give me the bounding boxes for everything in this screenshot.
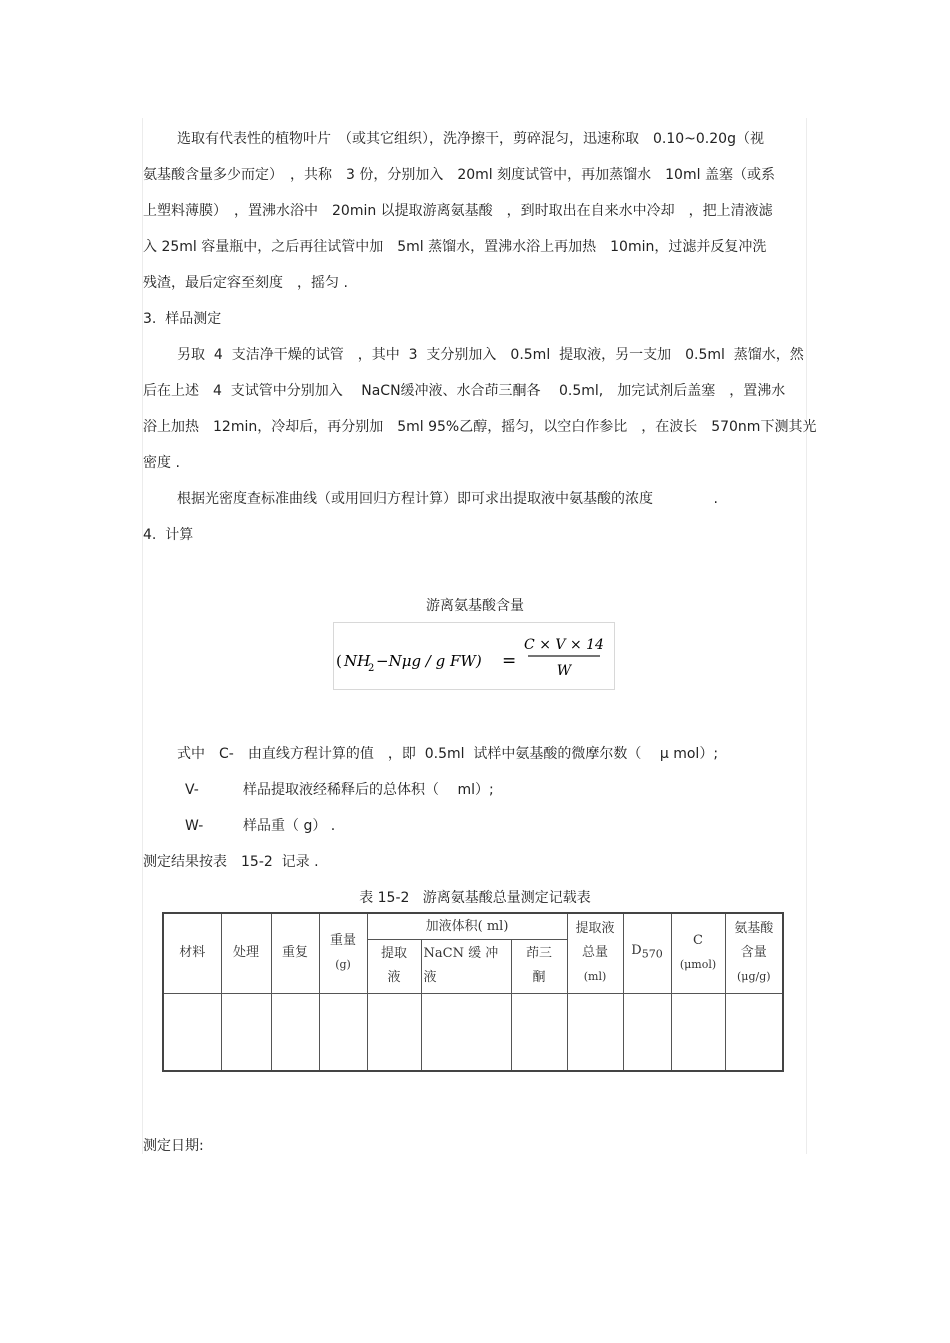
subheader-extract-l2: 液: [387, 970, 401, 986]
paragraph-line: 根据光密度查标准曲线（或用回归方程计算）即可求出提取液中氨基酸的浓度 .: [177, 491, 718, 507]
header-aa-l1: 氨基酸: [734, 921, 774, 937]
header-material: 材料: [163, 913, 221, 993]
page-margin-line-right: [806, 118, 807, 1154]
formula-numerator: C × V × 14: [524, 637, 604, 653]
section-heading-sample-measurement: 3. 样品测定: [143, 311, 222, 327]
paragraph-line: 选取有代表性的植物叶片 （或其它组织），洗净擦干，剪碎混匀，迅速称取 0.10~0.20g（视: [177, 131, 764, 147]
measurement-date-label: 测定日期:: [143, 1138, 204, 1154]
table-cell: [623, 993, 671, 1071]
formula-lhs-subscript: 2: [368, 663, 375, 674]
subheader-extract-l1: 提取: [380, 946, 407, 962]
definition-c: 式中 C- 由直线方程计算的值 ，即 0.5ml 试样中氨基酸的微摩尔数（ μ mol）;: [177, 746, 719, 762]
formula-equals: =: [502, 651, 517, 671]
definition-v: 样品提取液经稀释后的总体积（ ml）;: [243, 782, 494, 798]
paragraph-line: 上塑料薄膜） ，置沸水浴中 20min 以提取游离氨基酸 ，到时取出在自来水中冷却 ，把上清液滤: [143, 203, 773, 219]
header-added-volume: 加液体积( ml): [367, 913, 567, 940]
subheader-ninhydrin: [511, 940, 567, 993]
paragraph-line: 后在上述 4 支试管中分别加入 NaCN缓冲液、水合茚三酮各 0.5ml, 加完试剂后盖塞 ，置沸水: [143, 383, 786, 399]
table-cell: [421, 993, 511, 1071]
paragraph-line: 密度 .: [143, 455, 180, 471]
definition-w-key: W-: [185, 818, 204, 834]
record-table: [162, 912, 786, 1074]
table-cell: [319, 993, 367, 1071]
header-amino-acid-content: [725, 913, 783, 993]
header-d570: [623, 913, 671, 993]
subheader-extract: [367, 940, 421, 993]
paragraph-line: 入 25ml 容量瓶中，之后再往试管中加 5ml 蒸馏水，置沸水浴上再加热 10min，过滤并反复冲洗: [143, 239, 767, 255]
header-aa-l2: 含量: [740, 945, 767, 961]
paragraph-line: 氨基酸含量多少而定） ，共称 3 份，分别加入 20ml 刻度试管中，再加蒸馏水 10ml 盖塞（或系: [143, 167, 775, 183]
paragraph-line: 残渣，最后定容至刻度 ，摇匀 .: [143, 275, 348, 291]
header-extract-total-unit: (ml): [583, 970, 607, 984]
table-row: [163, 993, 783, 1071]
table-caption: 表 15-2 游离氨基酸总量测定记载表: [359, 890, 591, 906]
formula-denominator: W: [556, 663, 572, 679]
formula-lhs-nh: NH: [344, 652, 371, 670]
table-cell: [567, 993, 623, 1071]
formula-lhs-rest: −Nμg / g FW): [376, 652, 482, 670]
paragraph-line: 浴上加热 12min，冷却后，再分别加 5ml 95%乙醇，摇匀，以空白作参比 ，在波长 570nm下测其光: [143, 419, 817, 435]
header-c-label: C: [693, 933, 703, 949]
table-cell: [271, 993, 319, 1071]
header-repeat: 重复: [271, 913, 319, 993]
table-cell: [671, 993, 725, 1071]
header-extract-total: [567, 913, 623, 993]
table-cell: [367, 993, 421, 1071]
subheader-ninhydrin-l1: 茚三: [526, 946, 553, 962]
header-treatment: 处理: [221, 913, 271, 993]
header-weight: [319, 913, 367, 993]
formula-lhs-open: (: [336, 652, 342, 670]
subheader-nacn-buffer: [421, 940, 511, 993]
section-heading-calculation: 4. 计算: [143, 527, 194, 543]
subheader-ninhydrin-l2: 酮: [532, 970, 546, 986]
header-extract-total-l2: 总量: [582, 945, 609, 961]
table-cell: [221, 993, 271, 1071]
paragraph-line: 另取 4 支洁净干燥的试管 ，其中 3 支分别加入 0.5ml 提取液，另一支加 0.5ml 蒸馏水，然: [177, 347, 804, 363]
formula-title: 游离氨基酸含量: [426, 598, 524, 614]
table-cell: [163, 993, 221, 1071]
subheader-nacn-l2: 液: [423, 970, 437, 986]
record-instruction: 测定结果按表 15-2 记录 .: [143, 854, 319, 870]
formula-image: [333, 622, 615, 690]
definition-w: 样品重（ g） .: [243, 818, 336, 834]
header-d-subscript: 570: [641, 948, 663, 962]
header-extract-total-l1: 提取液: [575, 921, 615, 937]
header-c: [671, 913, 725, 993]
header-weight-unit: (g): [335, 958, 351, 972]
table-cell: [511, 993, 567, 1071]
header-aa-unit: (μg/g): [737, 970, 771, 984]
header-d-letter: D: [631, 943, 642, 959]
header-weight-label: 重量: [329, 933, 356, 949]
definition-v-key: V-: [185, 782, 199, 798]
header-c-unit: (μmol): [679, 958, 717, 972]
table-cell: [725, 993, 783, 1071]
subheader-nacn-l1: NaCN 缓 冲: [423, 946, 499, 962]
